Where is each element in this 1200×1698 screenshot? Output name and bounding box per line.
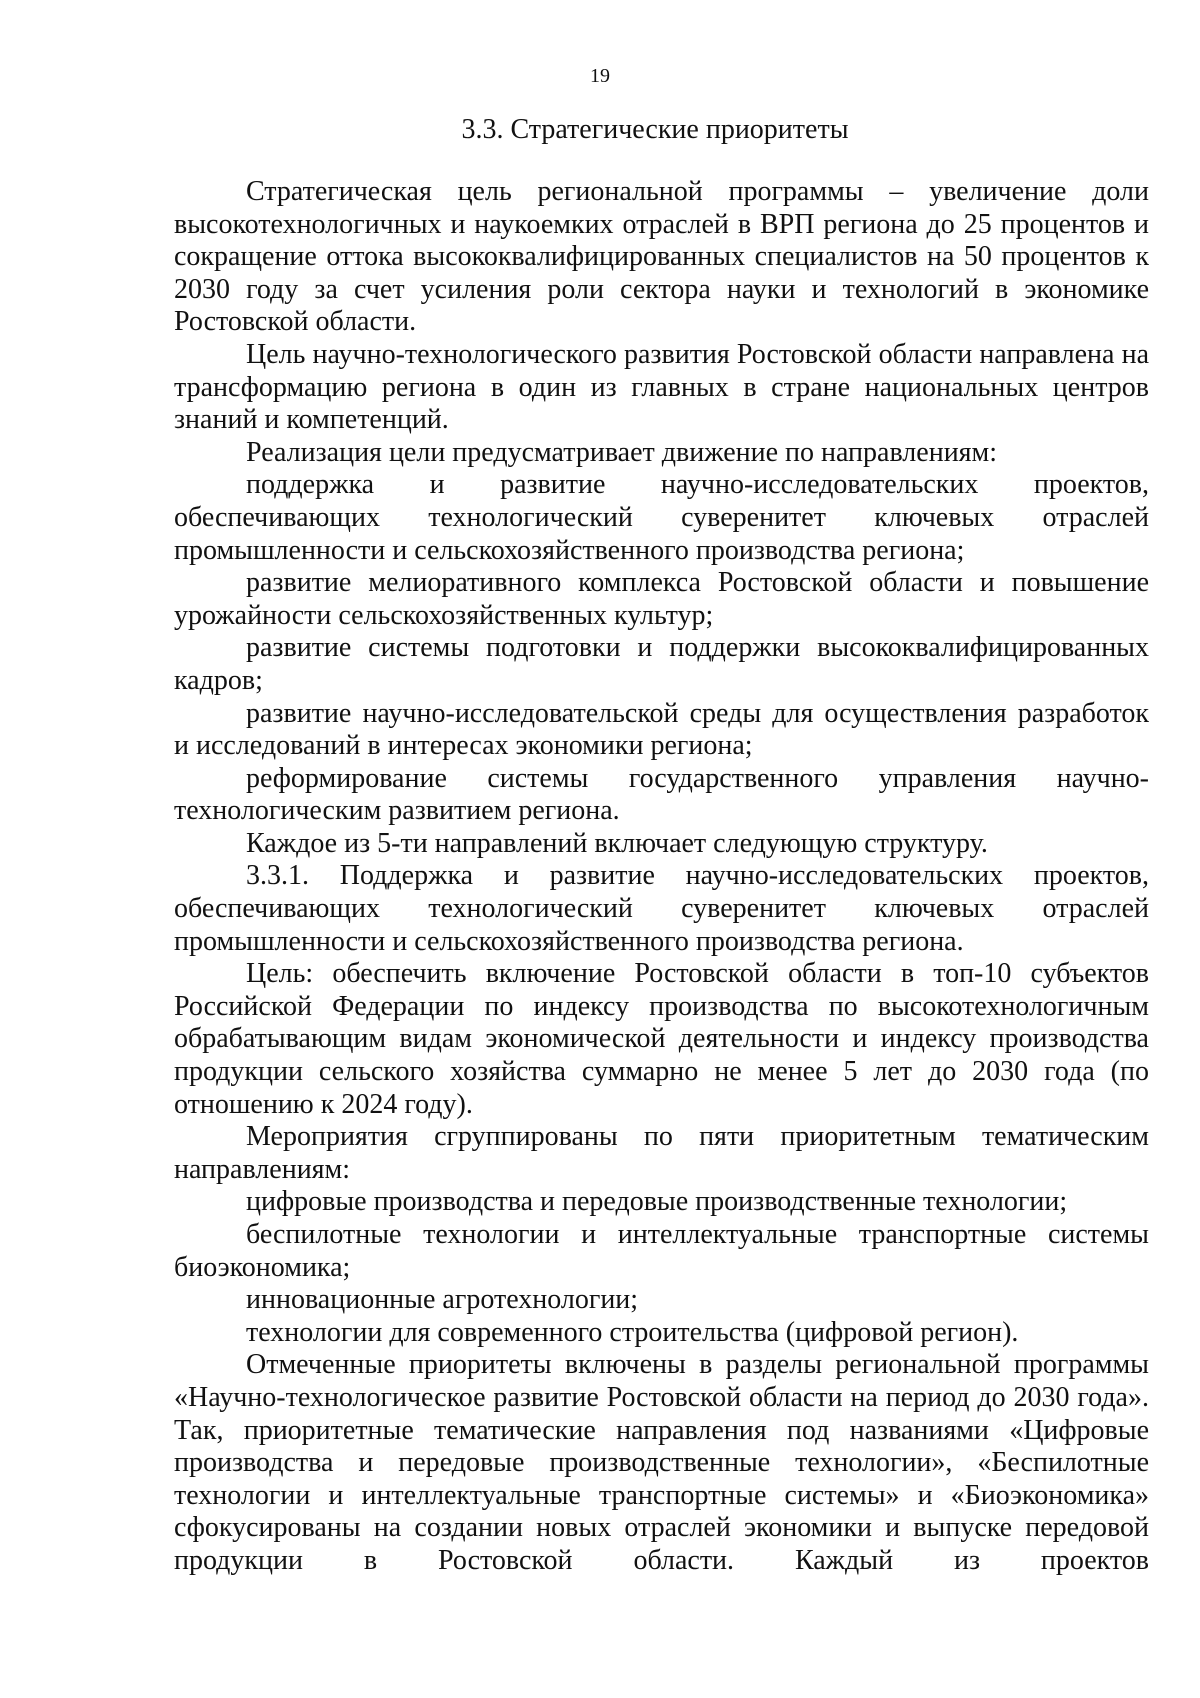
- paragraph-measures-intro: Мероприятия сгруппированы по пяти приоритетным тематическим направлениям:: [174, 1121, 1149, 1185]
- list-item-direction-2: развитие мелиоративного комплекса Ростовской области и повышение урожайности сельскохозяйственных культур;: [174, 567, 1149, 631]
- paragraph-directions-intro: Реализация цели предусматривает движение по направлениям:: [246, 436, 998, 468]
- paragraph-development-goal: Цель научно-технологического развития Ростовской области направлена на трансформацию региона в один из главных в стране национальных центров знаний и компетенций.: [174, 338, 1149, 436]
- list-item-priority-1: цифровые производства и передовые производственные технологии;: [246, 1186, 1068, 1218]
- list-item-direction-5: реформирование системы государственного управления научно-технологическим развитием региона.: [174, 762, 1149, 827]
- section-title: 3.3. Стратегические приоритеты: [461, 114, 849, 145]
- list-item-direction-1: поддержка и развитие научно-исследовательских проектов, обеспечивающих технологический суверенитет ключевых отраслей промышленности и сельскохозяйственного производства региона;: [174, 469, 1149, 566]
- list-item-priority-3: инновационные агротехнологии;: [246, 1284, 639, 1316]
- paragraph-strategic-goal: Стратегическая цель региональной программы – увеличение доли высокотехнологичных и наукоемких отраслей в ВРП региона до 25 процентов и сокращение оттока высококвалифицированных специалистов на 50 процентов к 2030 году за счет усиления роли сектора науки и технологий в экономике Ростовской области.: [174, 176, 1149, 338]
- paragraph-priorities-included: Отмеченные приоритеты включены в разделы региональной программы «Научно-технологическое развитие Ростовской области на период до 2030 года». Так, приоритетные тематические направления под названиями «Цифровые производства и передовые производственные технологии», «Беспилотные технологии и интеллектуальные транспортные системы» и «Биоэкономика» сфокусированы на создании новых отраслей экономики и выпуске передовой продукции в Ростовской области. Каждый из проектов: [174, 1349, 1149, 1576]
- list-item-direction-3: развитие системы подготовки и поддержки высококвалифицированных кадров;: [174, 632, 1149, 696]
- list-item-priority-4: технологии для современного строительства (цифровой регион).: [246, 1316, 1019, 1348]
- page-number: 19: [590, 65, 610, 87]
- paragraph-structure-note: Каждое из 5-ти направлений включает следующую структуру.: [246, 827, 988, 859]
- body-text: [174, 176, 1149, 1578]
- subsection-heading-3-3-1: 3.3.1. Поддержка и развитие научно-исследовательских проектов, обеспечивающих технологический суверенитет ключевых отраслей промышленности и сельскохозяйственного производства региона.: [174, 860, 1149, 957]
- list-item-direction-4: развитие научно-исследовательской среды для осуществления разработок и исследований в интересах экономики региона;: [174, 697, 1149, 762]
- list-item-priority-2: беспилотные технологии и интеллектуальные транспортные системы биоэкономика;: [174, 1219, 1149, 1283]
- paragraph-target: Цель: обеспечить включение Ростовской области в топ-10 субъектов Российской Федерации по индексу производства по высокотехнологичным обрабатывающим видам экономической деятельности и индексу производства продукции сельского хозяйства суммарно не менее 5 лет до 2030 года (по отношению к 2024 году).: [174, 958, 1149, 1120]
